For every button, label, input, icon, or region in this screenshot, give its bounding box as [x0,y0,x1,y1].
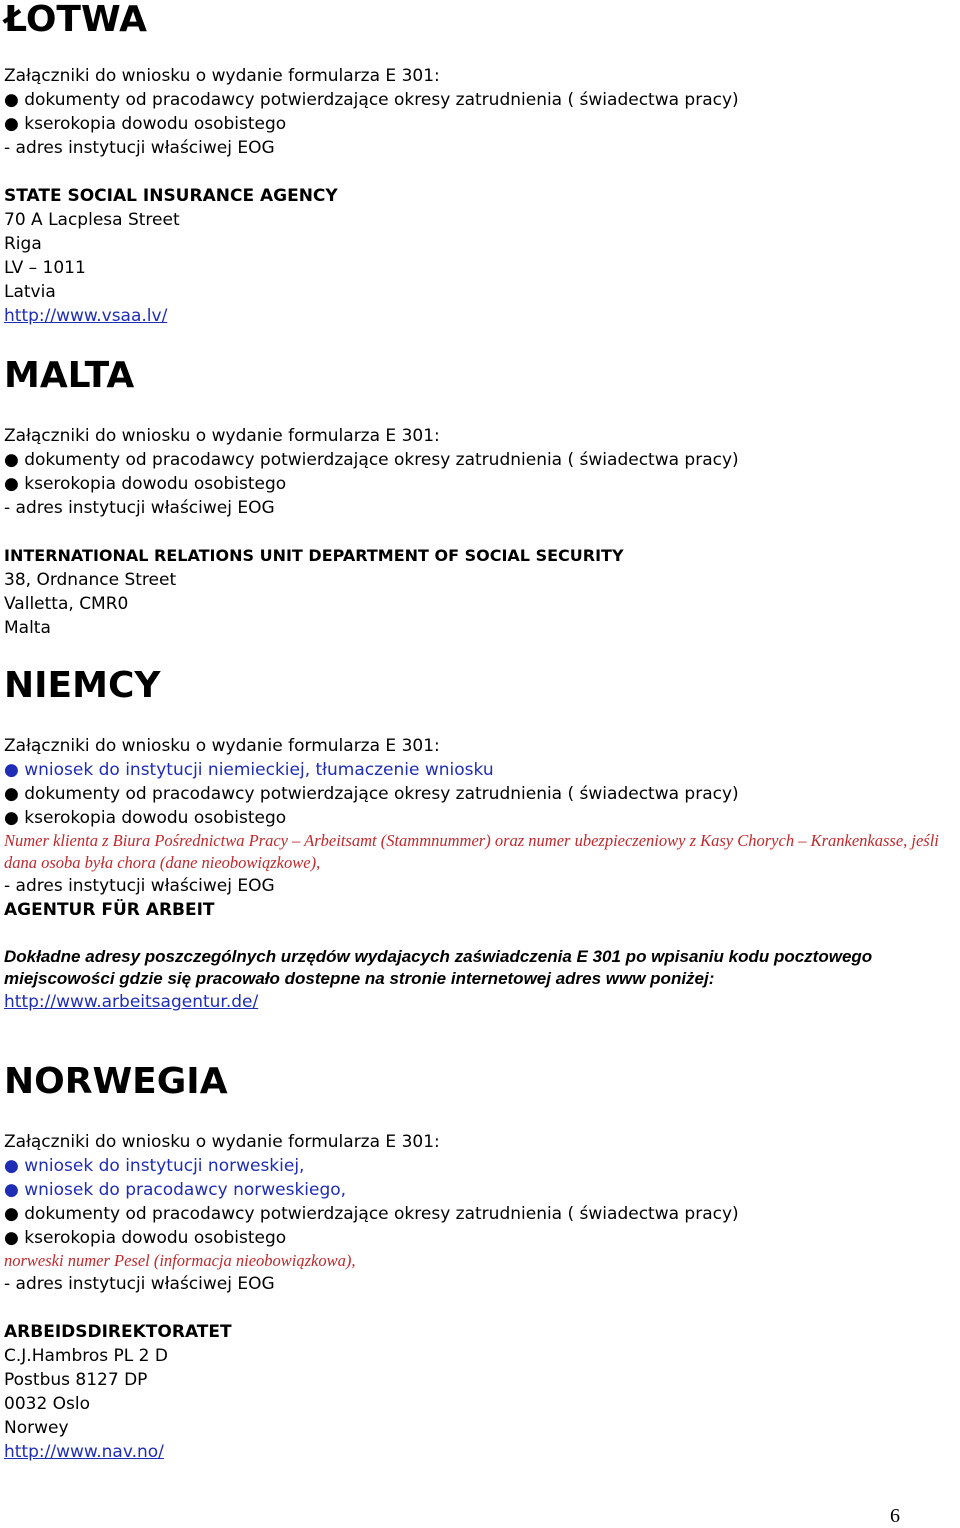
address-line: Postbus 8127 DP [4,1370,148,1390]
attachments-intro: Załączniki do wniosku o wydanie formularza E 301: [4,426,440,446]
address-line: Riga [4,234,42,254]
list-item: ● kserokopia dowodu osobistego [4,474,287,494]
list-item: ● wniosek do instytucji norweskiej, [4,1156,305,1176]
address-line: Valletta, CMR0 [4,594,129,614]
section-latvia [4,0,147,40]
address-line: 38, Ordnance Street [4,570,177,590]
address-note: - adres instytucji właściwej EOG [4,138,275,158]
germany-body [4,734,956,1014]
list-item: ● kserokopia dowodu osobistego [4,1228,287,1248]
section-title-latvia: ŁOTWA [4,0,147,40]
attachments-intro: Załączniki do wniosku o wydanie formularza E 301: [4,736,440,756]
list-item: ● wniosek do pracodawcy norweskiego, [4,1180,347,1200]
list-item: ● kserokopia dowodu osobistego [4,114,287,134]
list-item: ● dokumenty od pracodawcy potwierdzające okresy zatrudnienia ( świadectwa pracy) [4,784,739,804]
address-line: Norwey [4,1418,69,1438]
attachments-intro: Załączniki do wniosku o wydanie formularza E 301: [4,1132,440,1152]
attachments-intro: Załączniki do wniosku o wydanie formularza E 301: [4,66,440,86]
institution-name: INTERNATIONAL RELATIONS UNIT DEPARTMENT OF SOCIAL SECURITY [4,546,624,565]
malta-body [4,424,739,640]
list-item: ● dokumenty od pracodawcy potwierdzające okresy zatrudnienia ( świadectwa pracy) [4,450,739,470]
website-link[interactable]: http://www.nav.no/ [4,1442,164,1462]
section-title-germany: NIEMCY [4,665,161,706]
address-note: - adres instytucji właściwej EOG [4,1274,275,1294]
optional-note: Numer klienta z Biura Pośrednictwa Pracy – Arbeitsamt (Stammnummer) oraz numer ubezpieczeniowy z Kasy Chorych – Krankenkasse, jeśli dana osoba była chora (dane nieobowiązkowe), [4,831,939,872]
list-item: ● kserokopia dowodu osobistego [4,808,287,828]
address-note: - adres instytucji właściwej EOG [4,498,275,518]
section-norway [4,1062,228,1102]
norway-body [4,1130,739,1464]
section-malta [4,356,134,396]
institution-name: AGENTUR FÜR ARBEIT [4,900,215,920]
address-line: LV – 1011 [4,258,86,278]
institution-name: ARBEIDSDIREKTORATET [4,1322,232,1342]
section-title-norway: NORWEGIA [4,1061,228,1102]
address-note: - adres instytucji właściwej EOG [4,876,275,896]
institution-name: STATE SOCIAL INSURANCE AGENCY [4,186,338,206]
section-title-malta: MALTA [4,355,135,396]
optional-note: norweski numer Pesel (informacja nieobowiązkowa), [4,1251,356,1270]
address-line: C.J.Hambros PL 2 D [4,1346,168,1366]
info-paragraph: Dokładne adresy poszczególnych urzędów wydajacych zaświadczenia E 301 po wpisaniu kodu pocztowego miejscowości gdzie się pracowało dostepne na stronie internetowej adres www poniżej: [4,947,873,988]
address-line: Malta [4,618,51,638]
latvia-body [4,64,739,328]
address-line: 70 A Lacplesa Street [4,210,180,230]
section-germany [4,666,160,706]
address-line: 0032 Oslo [4,1394,91,1414]
website-link[interactable]: http://www.arbeitsagentur.de/ [4,992,259,1012]
list-item: ● dokumenty od pracodawcy potwierdzające okresy zatrudnienia ( świadectwa pracy) [4,90,739,110]
website-link[interactable]: http://www.vsaa.lv/ [4,306,168,326]
address-line: Latvia [4,282,56,302]
list-item: ● dokumenty od pracodawcy potwierdzające okresy zatrudnienia ( świadectwa pracy) [4,1204,739,1224]
page-number: 6 [890,1505,900,1527]
list-item: ● wniosek do instytucji niemieckiej, tłumaczenie wniosku [4,760,494,780]
